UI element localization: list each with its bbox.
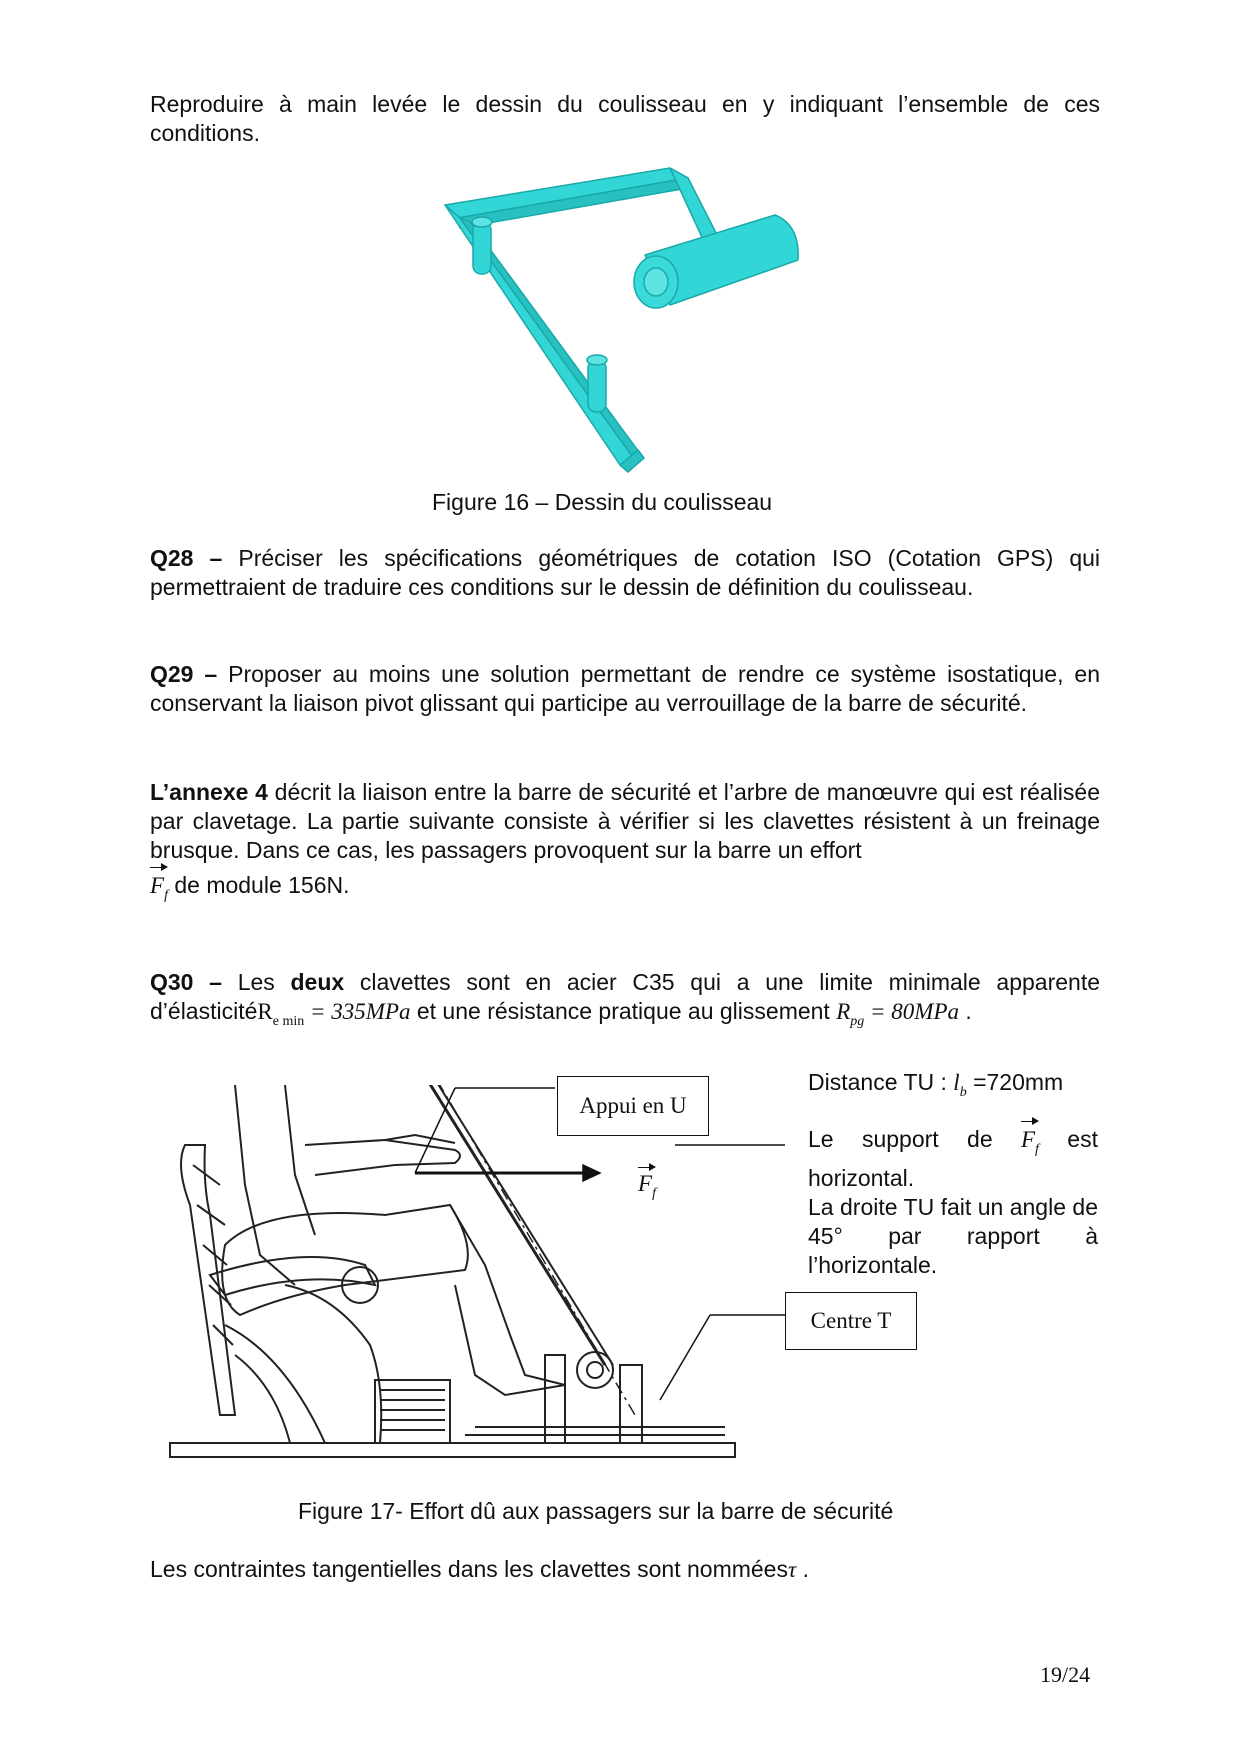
distance-tu-note: Distance TU : $l_b =720mm$	[808, 1069, 1064, 1100]
figure-16-caption: Figure 16 – Dessin du coulisseau	[432, 489, 773, 515]
figure-16-coulisseau-drawing	[430, 160, 860, 480]
intro-text: Reproduire à main levée le dessin du coulisseau en y indiquant l’ensemble de ces conditions.	[150, 91, 1100, 146]
centre-t-label: Centre T	[785, 1292, 917, 1350]
q28-label: Q28 –	[150, 545, 223, 571]
tau-symbol: τ	[787, 1557, 797, 1582]
re-min-value: = 335MPa	[304, 999, 411, 1024]
page-number: 19/24	[1040, 1662, 1091, 1687]
angle-note: La droite TU fait un angle de 45° par rapport à l’horizontale.	[808, 1194, 1098, 1278]
annexe-label: L’annexe 4	[150, 779, 268, 805]
bench-frame	[210, 1257, 375, 1295]
annexe-tail: de module 156N.	[167, 872, 350, 898]
bench-backrest	[181, 1145, 235, 1415]
q28-paragraph	[150, 544, 1100, 602]
annexe-paragraph	[150, 778, 1100, 910]
q30-label: Q30 –	[150, 969, 222, 995]
outro-paragraph: Les contraintes tangentielles dans les clavettes sont nomméesτ .	[150, 1556, 809, 1582]
support-note: Le support de $F_f$ est horizontal.	[808, 1119, 1098, 1193]
q30-paragraph: Q30 – Les deux clavettes sont en acier C35 qui a une limite minimale apparente d’élasticitéR$_{e min}$ = 335MPa et une résistance pratique au glissement $R_{pg} = 80MPa$ .	[150, 969, 1100, 1029]
q29-label: Q29 –	[150, 661, 218, 687]
force-ff-vector: $F_f$	[150, 865, 168, 910]
ff-force-label: $F_f$	[638, 1165, 656, 1202]
rpg-value: = 80MPa	[864, 999, 960, 1024]
rpg-symbol: R	[836, 999, 851, 1024]
q29-text: Proposer au moins une solution permettant de rendre ce système isostatique, en conservant la liaison pivot glissant qui participe au verrouillage de la barre de sécurité.	[150, 661, 1100, 716]
re-min-symbol: R	[257, 999, 273, 1024]
appui-en-u-label: Appui en U	[557, 1076, 709, 1136]
passenger-back	[235, 1085, 295, 1285]
coulisseau-upper-stud	[473, 222, 491, 274]
q28-text: Préciser les spécifications géométriques de cotation ISO (Cotation GPS) qui permettraient de traduire ces conditions sur le dessin de définition du coulisseau.	[150, 545, 1101, 600]
q30-bold-word: deux	[290, 969, 345, 995]
side-notes	[808, 1068, 1098, 1280]
coulisseau-lower-stud	[588, 360, 606, 412]
intro-paragraph	[150, 90, 1100, 148]
annexe-text: décrit la liaison entre la barre de sécurité et l’arbre de manœuvre qui est réalisée par clavetage. La partie suivante consiste à vérifier si les clavettes résistent à un freinage brusque. Dans ce cas, les passagers provoquent sur la barre un effort	[150, 779, 1100, 863]
base-plate	[170, 1443, 735, 1457]
figure-17-caption: Figure 17- Effort dû aux passagers sur la barre de sécurité	[298, 1498, 894, 1524]
q29-paragraph	[150, 660, 1100, 718]
